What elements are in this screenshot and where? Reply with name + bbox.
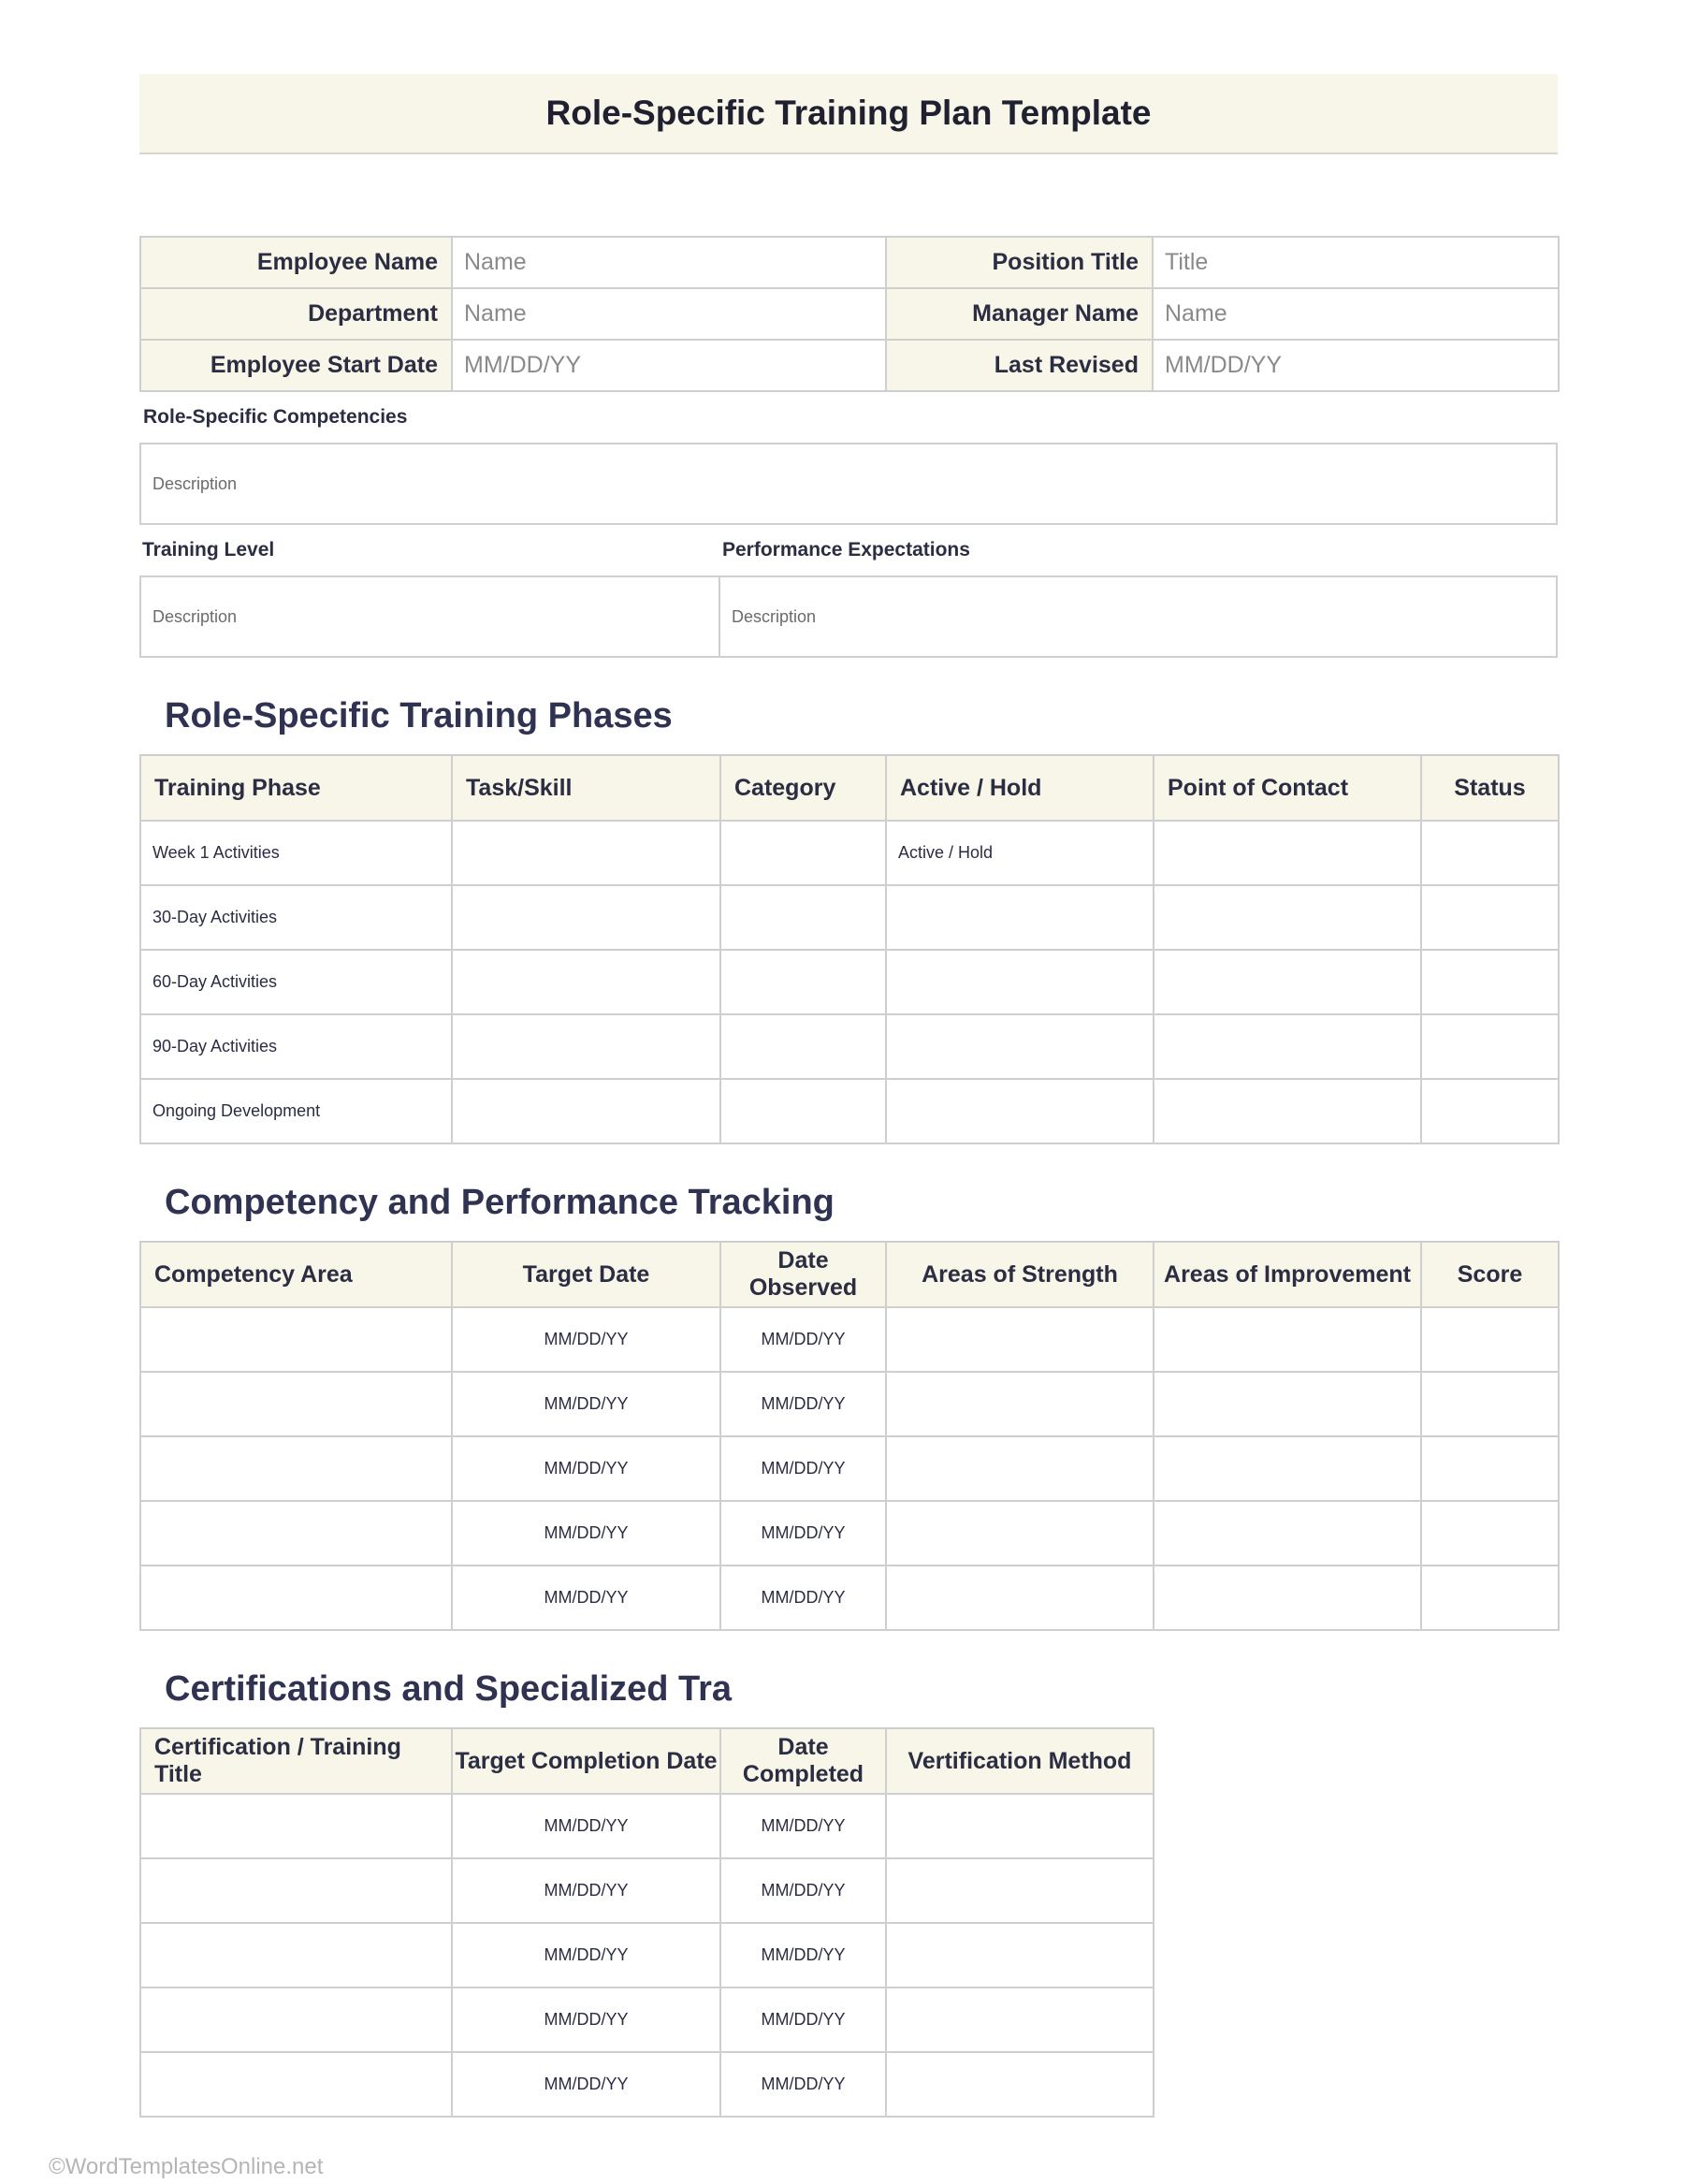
table-cell[interactable] xyxy=(140,1923,452,1987)
table-cell[interactable]: MM/DD/YY xyxy=(720,1372,886,1436)
column-header: Training Phase xyxy=(140,755,452,821)
table-cell[interactable] xyxy=(886,950,1154,1014)
table-cell[interactable] xyxy=(886,885,1154,950)
info-label: Last Revised xyxy=(886,340,1153,391)
column-header: Status xyxy=(1421,755,1559,821)
table-row xyxy=(140,1014,1559,1079)
table-cell[interactable] xyxy=(452,1079,720,1143)
table-row xyxy=(140,950,1559,1014)
table-cell[interactable] xyxy=(452,950,720,1014)
table-cell[interactable]: MM/DD/YY xyxy=(452,1307,720,1372)
table-cell[interactable] xyxy=(452,885,720,950)
table-cell[interactable] xyxy=(886,1079,1154,1143)
table-cell[interactable] xyxy=(1421,1079,1559,1143)
table-row xyxy=(140,1923,1154,1987)
column-header: Category xyxy=(720,755,886,821)
table-row xyxy=(140,1858,1154,1923)
table-row xyxy=(140,1079,1559,1143)
table-cell[interactable]: Active / Hold xyxy=(886,821,1154,885)
info-label: Position Title xyxy=(886,237,1153,288)
table-cell[interactable] xyxy=(140,1501,452,1565)
performance-label: Performance Expectations xyxy=(722,539,970,561)
info-value[interactable]: MM/DD/YY xyxy=(452,340,886,391)
table-cell[interactable] xyxy=(452,821,720,885)
info-label: Employee Name xyxy=(140,237,452,288)
table-cell[interactable]: 60-Day Activities xyxy=(140,950,452,1014)
info-row xyxy=(140,340,1559,391)
certifications-heading: Certifications and Specialized Tra xyxy=(165,1669,733,1709)
table-cell[interactable] xyxy=(1421,1307,1559,1372)
performance-field[interactable]: Description xyxy=(719,575,1558,658)
table-cell[interactable]: MM/DD/YY xyxy=(720,1923,886,1987)
table-cell[interactable] xyxy=(140,1565,452,1630)
table-cell[interactable] xyxy=(1421,1014,1559,1079)
phases-heading: Role-Specific Training Phases xyxy=(165,696,673,735)
table-cell[interactable] xyxy=(886,1436,1154,1501)
info-label: Manager Name xyxy=(886,288,1153,340)
table-cell[interactable]: 30-Day Activities xyxy=(140,885,452,950)
certifications-table xyxy=(139,1727,1154,2118)
table-cell[interactable]: MM/DD/YY xyxy=(452,1501,720,1565)
table-cell[interactable] xyxy=(720,821,886,885)
table-cell[interactable] xyxy=(886,1372,1154,1436)
table-cell[interactable] xyxy=(1421,821,1559,885)
table-cell[interactable] xyxy=(1154,1436,1421,1501)
page-title: Role-Specific Training Plan Template xyxy=(545,94,1152,132)
column-header: Target Date xyxy=(452,1242,720,1307)
table-cell[interactable] xyxy=(886,1014,1154,1079)
table-cell[interactable]: MM/DD/YY xyxy=(720,1858,886,1923)
table-cell[interactable] xyxy=(720,885,886,950)
table-row xyxy=(140,1565,1559,1630)
column-header: Vertification Method xyxy=(886,1728,1154,1794)
info-value[interactable]: Title xyxy=(1153,237,1559,288)
table-cell[interactable] xyxy=(140,2052,452,2117)
column-header: Task/Skill xyxy=(452,755,720,821)
info-value[interactable]: MM/DD/YY xyxy=(1153,340,1559,391)
table-row xyxy=(140,2052,1154,2117)
competency-tracking-table xyxy=(139,1241,1560,1631)
competencies-label: Role-Specific Competencies xyxy=(143,406,408,428)
table-cell[interactable] xyxy=(886,1307,1154,1372)
column-header: Score xyxy=(1421,1242,1559,1307)
column-header: Date Observed xyxy=(720,1242,886,1307)
table-cell[interactable] xyxy=(1154,1565,1421,1630)
employee-info-table xyxy=(139,236,1560,392)
table-cell[interactable] xyxy=(1154,885,1421,950)
table-cell[interactable]: MM/DD/YY xyxy=(452,1858,720,1923)
table-cell[interactable] xyxy=(886,1858,1154,1923)
column-header: Target Completion Date xyxy=(452,1728,720,1794)
table-cell[interactable] xyxy=(1154,1014,1421,1079)
table-cell[interactable] xyxy=(140,1987,452,2052)
table-cell[interactable] xyxy=(1421,950,1559,1014)
table-cell[interactable]: MM/DD/YY xyxy=(452,1372,720,1436)
table-cell[interactable]: Week 1 Activities xyxy=(140,821,452,885)
table-cell[interactable] xyxy=(1154,1372,1421,1436)
column-header: Certification / Training Title xyxy=(140,1728,452,1794)
table-cell[interactable] xyxy=(720,1014,886,1079)
column-header: Date Completed xyxy=(720,1728,886,1794)
title-bar xyxy=(139,74,1558,154)
table-cell[interactable]: MM/DD/YY xyxy=(720,1436,886,1501)
table-cell[interactable]: Ongoing Development xyxy=(140,1079,452,1143)
table-cell[interactable]: MM/DD/YY xyxy=(720,1307,886,1372)
competencies-field[interactable]: Description xyxy=(139,443,1558,525)
info-label: Department xyxy=(140,288,452,340)
table-cell[interactable] xyxy=(1421,1501,1559,1565)
table-row xyxy=(140,821,1559,885)
table-cell[interactable]: MM/DD/YY xyxy=(452,1436,720,1501)
table-cell[interactable] xyxy=(1421,1436,1559,1501)
column-header: Active / Hold xyxy=(886,755,1154,821)
phases-table xyxy=(139,754,1560,1144)
table-cell[interactable] xyxy=(1421,885,1559,950)
table-cell[interactable] xyxy=(140,1794,452,1858)
table-cell[interactable] xyxy=(886,1501,1154,1565)
table-cell[interactable]: MM/DD/YY xyxy=(720,1794,886,1858)
column-header: Point of Contact xyxy=(1154,755,1421,821)
table-row xyxy=(140,1307,1559,1372)
table-cell[interactable] xyxy=(720,1079,886,1143)
table-cell[interactable] xyxy=(140,1307,452,1372)
table-cell[interactable]: MM/DD/YY xyxy=(720,1565,886,1630)
info-row xyxy=(140,288,1559,340)
info-value[interactable]: Name xyxy=(1153,288,1559,340)
table-row xyxy=(140,1794,1154,1858)
table-cell[interactable] xyxy=(886,2052,1154,2117)
table-cell[interactable]: MM/DD/YY xyxy=(452,1923,720,1987)
competency-tracking-heading: Competency and Performance Tracking xyxy=(165,1183,835,1222)
table-cell[interactable] xyxy=(720,950,886,1014)
table-row xyxy=(140,1501,1559,1565)
footer-watermark: ©WordTemplatesOnline.net xyxy=(49,2154,324,2179)
info-value[interactable]: Name xyxy=(452,237,886,288)
training-level-field[interactable]: Description xyxy=(139,575,720,658)
table-row xyxy=(140,1436,1559,1501)
column-header: Areas of Strength xyxy=(886,1242,1154,1307)
table-cell[interactable]: MM/DD/YY xyxy=(720,1501,886,1565)
table-cell[interactable]: MM/DD/YY xyxy=(452,1987,720,2052)
table-cell[interactable] xyxy=(1154,950,1421,1014)
info-label: Employee Start Date xyxy=(140,340,452,391)
table-cell[interactable]: MM/DD/YY xyxy=(720,1987,886,2052)
table-cell[interactable] xyxy=(886,1794,1154,1858)
table-row xyxy=(140,1372,1559,1436)
column-header: Competency Area xyxy=(140,1242,452,1307)
column-header: Areas of Improvement xyxy=(1154,1242,1421,1307)
table-cell[interactable] xyxy=(1421,1372,1559,1436)
table-cell[interactable] xyxy=(886,1923,1154,1987)
table-cell[interactable] xyxy=(1154,1307,1421,1372)
table-cell[interactable]: MM/DD/YY xyxy=(452,1794,720,1858)
table-row xyxy=(140,885,1559,950)
table-cell[interactable] xyxy=(140,1436,452,1501)
table-row xyxy=(140,1987,1154,2052)
table-cell[interactable] xyxy=(1421,1565,1559,1630)
table-cell[interactable] xyxy=(140,1858,452,1923)
table-cell[interactable]: 90-Day Activities xyxy=(140,1014,452,1079)
table-cell[interactable] xyxy=(1154,1079,1421,1143)
table-cell[interactable] xyxy=(140,1372,452,1436)
table-cell[interactable] xyxy=(886,1565,1154,1630)
info-value[interactable]: Name xyxy=(452,288,886,340)
training-level-label: Training Level xyxy=(142,539,275,561)
table-cell[interactable] xyxy=(1154,1501,1421,1565)
table-cell[interactable]: MM/DD/YY xyxy=(720,2052,886,2117)
table-cell[interactable] xyxy=(1154,821,1421,885)
table-cell[interactable] xyxy=(886,1987,1154,2052)
table-cell[interactable] xyxy=(452,1014,720,1079)
table-cell[interactable]: MM/DD/YY xyxy=(452,1565,720,1630)
info-row xyxy=(140,237,1559,288)
table-cell[interactable]: MM/DD/YY xyxy=(452,2052,720,2117)
